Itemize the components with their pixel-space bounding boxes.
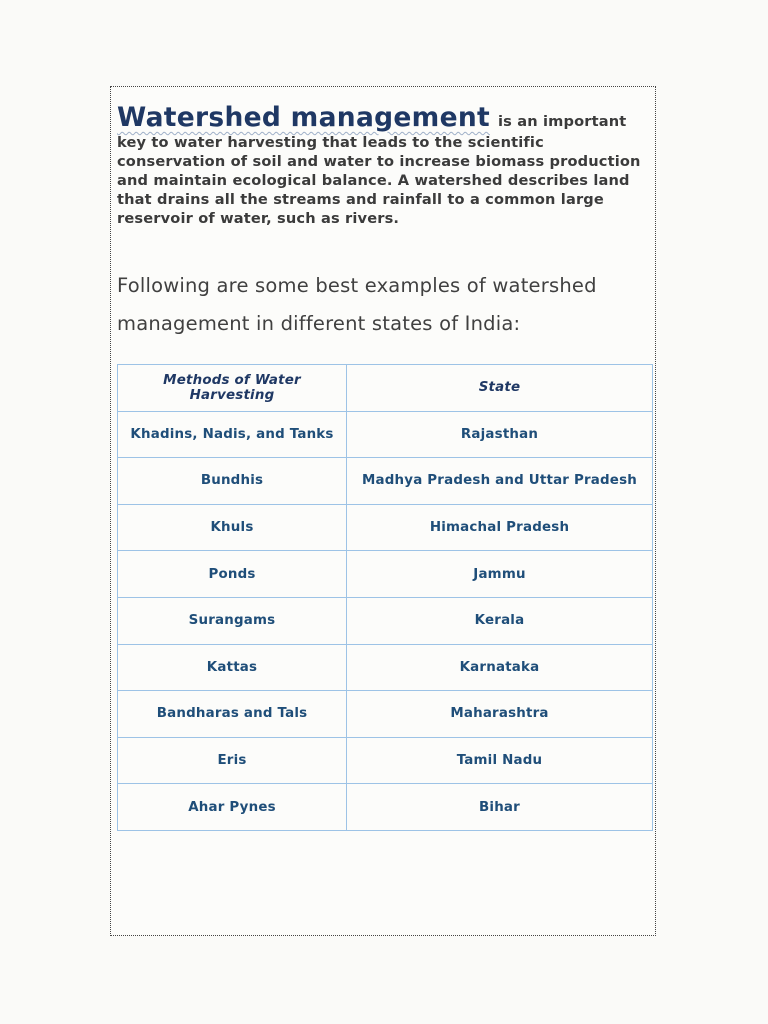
state-cell: Kerala [347, 597, 653, 644]
method-cell: Ahar Pynes [118, 784, 347, 831]
state-cell: Karnataka [347, 644, 653, 691]
document-title: Watershed management [117, 102, 490, 133]
state-cell: Maharashtra [347, 691, 653, 738]
method-cell: Kattas [118, 644, 347, 691]
state-cell: Jammu [347, 551, 653, 598]
method-cell: Bandharas and Tals [118, 691, 347, 738]
table-row [118, 644, 653, 691]
method-cell: Eris [118, 737, 347, 784]
table-row [118, 551, 653, 598]
table-row [118, 504, 653, 551]
method-cell: Ponds [118, 551, 347, 598]
watershed-methods-table [117, 364, 653, 831]
intro-text: is an important key to water harvesting that leads to the scientific conservation of soil and water to increase biomass production and maintain ecological balance. A watershed describes land that drains all the streams and rainfall to a common large reservoir of water, such as rivers. [117, 113, 641, 227]
state-cell: Himachal Pradesh [347, 504, 653, 551]
state-cell: Madhya Pradesh and Uttar Pradesh [347, 458, 653, 505]
table-row [118, 784, 653, 831]
header-methods: Methods of Water Harvesting [118, 365, 347, 412]
state-cell: Tamil Nadu [347, 737, 653, 784]
table-row [118, 458, 653, 505]
table-row [118, 691, 653, 738]
lead-paragraph: Following are some best examples of watershed management in different states of India: [117, 274, 597, 335]
table-row [118, 411, 653, 458]
state-cell: Rajasthan [347, 411, 653, 458]
watershed-table-container [117, 364, 652, 831]
intro-paragraph [117, 103, 643, 228]
method-cell: Bundhis [118, 458, 347, 505]
table-header-row [118, 365, 653, 412]
table-row [118, 737, 653, 784]
method-cell: Surangams [118, 597, 347, 644]
state-cell: Bihar [347, 784, 653, 831]
method-cell: Khadins, Nadis, and Tanks [118, 411, 347, 458]
header-state: State [347, 365, 653, 412]
table-row [118, 597, 653, 644]
document-page [110, 86, 656, 936]
method-cell: Khuls [118, 504, 347, 551]
